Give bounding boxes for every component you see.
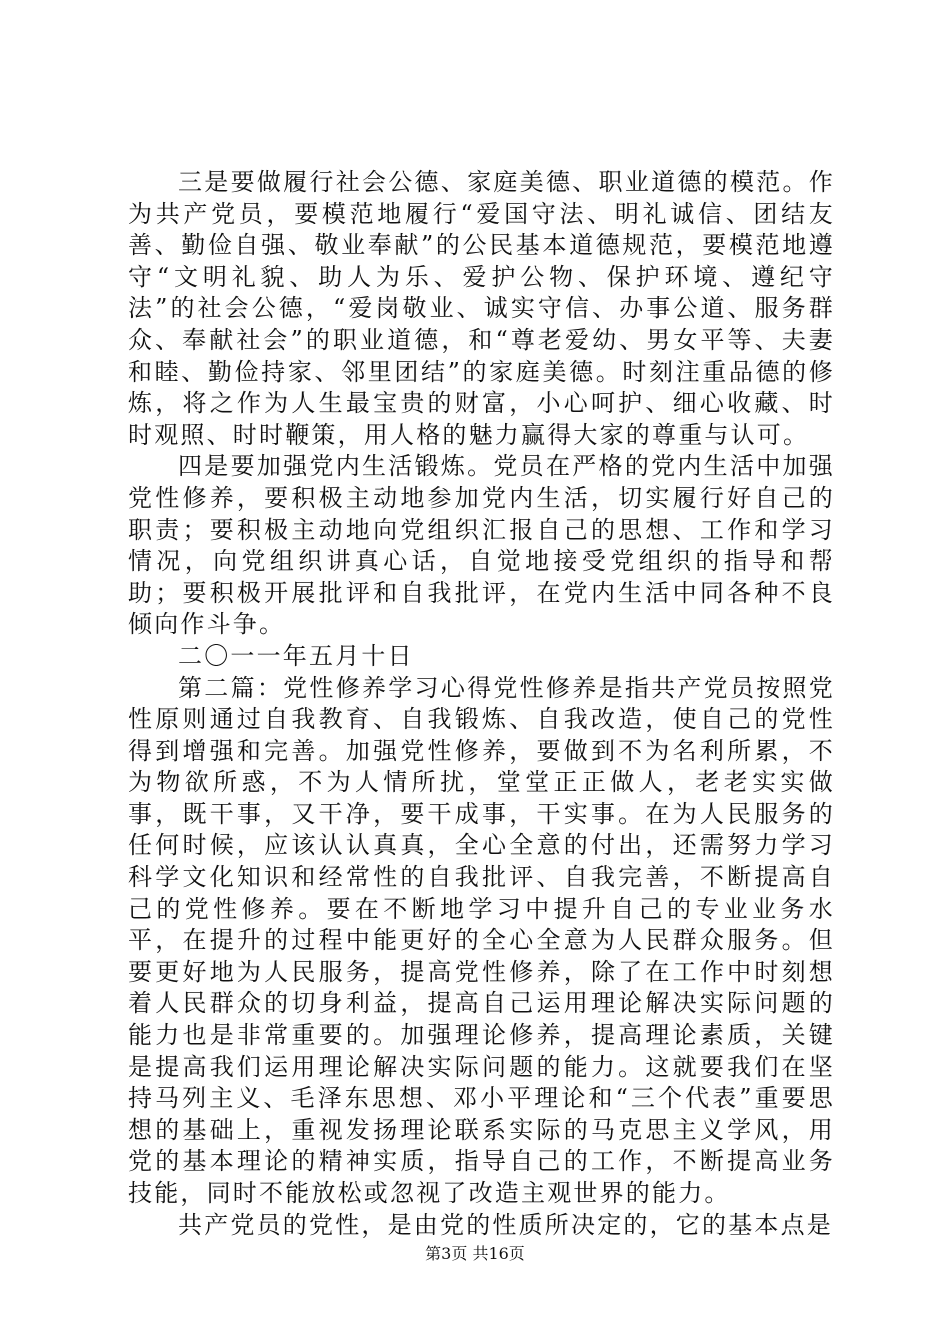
paragraph-party-life: 四是要加强党内生活锻炼。党员在严格的党内生活中加强党性修养，要积极主动地参加党内生活，切实履行好自己的职责；要积极主动地向党组织汇报自己的思想、工作和学习情况，向党组织讲真心话，自觉地接受党组织的指导和帮助；要积极开展批评和自我批评，在党内生活中同各种不良倾向作斗争。 [128,452,835,639]
document-body [128,167,835,1241]
document-date: 二〇一一年五月十日 [178,641,414,670]
paragraph-second-article: 第二篇：党性修养学习心得党性修养是指共产党员按照党性原则通过自我教育、自我锻炼、自我改造，使自己的党性得到增强和完善。加强党性修养，要做到不为名利所累，不为物欲所惑，不为人情所扰，堂堂正正做人，老老实实做事，既干事，又干净，要干成事，干实事。在为人民服务的任何时候，应该认认真真，全心全意的付出，还需努力学习科学文化知识和经常性的自我批评、自我完善，不断提高自己的党性修养。要在不断地学习中提升自己的专业业务水平，在提升的过程中能更好的全心全意为人民群众服务。但要更好地为人民服务，提高党性修养，除了在工作中时刻想着人民群众的切身利益，提高自己运用理论解决实际问题的能力也是非常重要的。加强理论修养，提高理论素质，关键是提高我们运用理论解决实际问题的能力。这就要我们在坚持马列主义、毛泽东思想、邓小平理论和“三个代表”重要思想的基础上，重视发扬理论联系实际的马克思主义学风，用党的基本理论的精神实质，指导自己的工作，不断提高业务技能，同时不能放松或忽视了改造主观世界的能力。 [128,673,835,1207]
paragraph-social-ethics: 三是要做履行社会公德、家庭美德、职业道德的模范。作为共产党员，要模范地履行“爱国守法、明礼诚信、团结友善、勤俭自强、敬业奉献”的公民基本道德规范，要模范地遵守“文明礼貌、助人为乐、爱护公物、保护环境、遵纪守法”的社会公德，“爱岗敬业、诚实守信、办事公道、服务群众、奉献社会”的职业道德，和“尊老爱幼、男女平等、夫妻和睦、勤俭持家、邻里团结”的家庭美德。时刻注重品德的修炼，将之作为人生最宝贵的财富，小心呵护、细心收藏、时时观照、时时鞭策，用人格的魅力赢得大家的尊重与认可。 [128,168,835,449]
paragraph-party-nature: 共产党员的党性，是由党的性质所决定的，它的基本点是 [178,1210,833,1239]
page-number-footer: 第3页 共16页 [425,1244,525,1263]
